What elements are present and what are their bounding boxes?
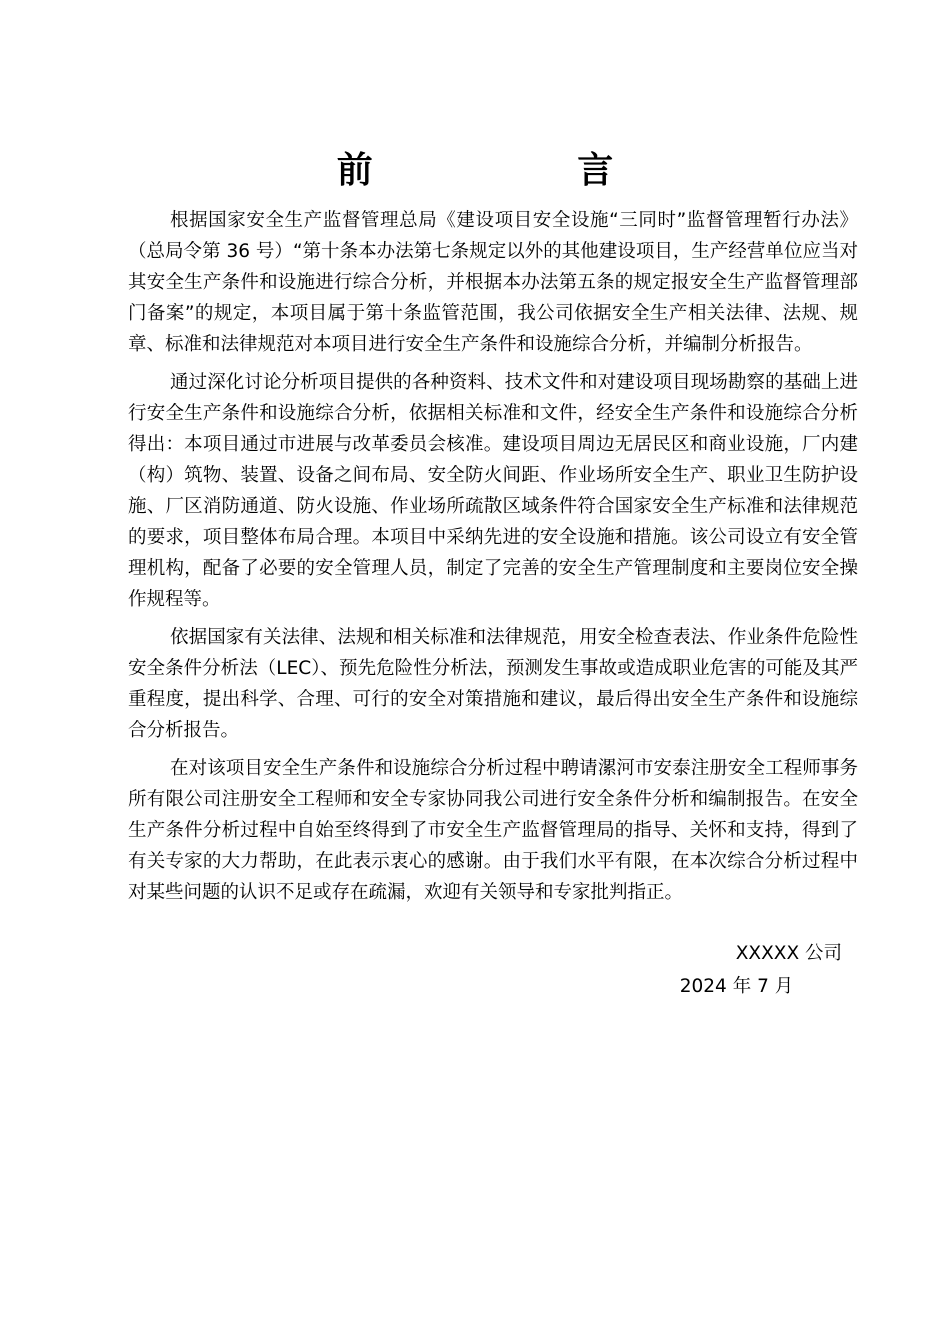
signature-block xyxy=(680,938,842,1002)
body-text xyxy=(128,205,858,915)
paragraph-2: 通过深化讨论分析项目提供的各种资料、技术文件和对建设项目现场勘察的基础上进行安全生产条件和设施综合分析，依据相关标准和文件，经安全生产条件和设施综合分析得出：本项目通过市进展与改革委员会核准。建设项目周边无居民区和商业设施，厂内建（构）筑物、装置、设备之间布局、安全防火间距、作业场所安全生产、职业卫生防护设施、厂区消防通道、防火设施、作业场所疏散区域条件符合国家安全生产标准和法律规范的要求，项目整体布局合理。本项目中采纳先进的安全设施和措施。该公司设立有安全管理机构，配备了必要的安全管理人员，制定了完善的安全生产管理制度和主要岗位安全操作规程等。 xyxy=(128,372,858,610)
paragraph-1: 根据国家安全生产监督管理总局《建设项目安全设施“三同时”监督管理暂行办法》（总局令第 36 号）“第十条本办法第七条规定以外的其他建设项目，生产经营单位应当对其安全生产条件和设施进行综合分析，并根据本办法第五条的规定报安全生产监督管理部门备案”的规定，本项目属于第十条监管范围，我公司依据安全生产相关法律、法规、规章、标准和法律规范对本项目进行安全生产条件和设施综合分析，并编制分析报告。 xyxy=(128,210,858,355)
paragraph-3: 依据国家有关法律、法规和相关标准和法律规范，用安全检查表法、作业条件危险性安全条件分析法（LEC）、预先危险性分析法，预测发生事故或造成职业危害的可能及其严重程度，提出科学、合理、可行的安全对策措施和建议，最后得出安全生产条件和设施综合分析报告。 xyxy=(128,627,858,741)
signature-date: 2024 年 7 月 xyxy=(679,976,794,997)
page-title: 前 言 xyxy=(336,150,710,191)
paragraph-4: 在对该项目安全生产条件和设施综合分析过程中聘请漯河市安泰注册安全工程师事务所有限公司注册安全工程师和安全专家协同我公司进行安全条件分析和编制报告。在安全生产条件分析过程中自始至终得到了市安全生产监督管理局的指导、关怀和支持，得到了有关专家的大力帮助，在此表示衷心的感谢。由于我们水平有限，在本次综合分析过程中对某些问题的认识不足或存在疏漏，欢迎有关领导和专家批判指正。 xyxy=(128,758,858,903)
signature-company: XXXXX 公司 xyxy=(735,943,842,964)
